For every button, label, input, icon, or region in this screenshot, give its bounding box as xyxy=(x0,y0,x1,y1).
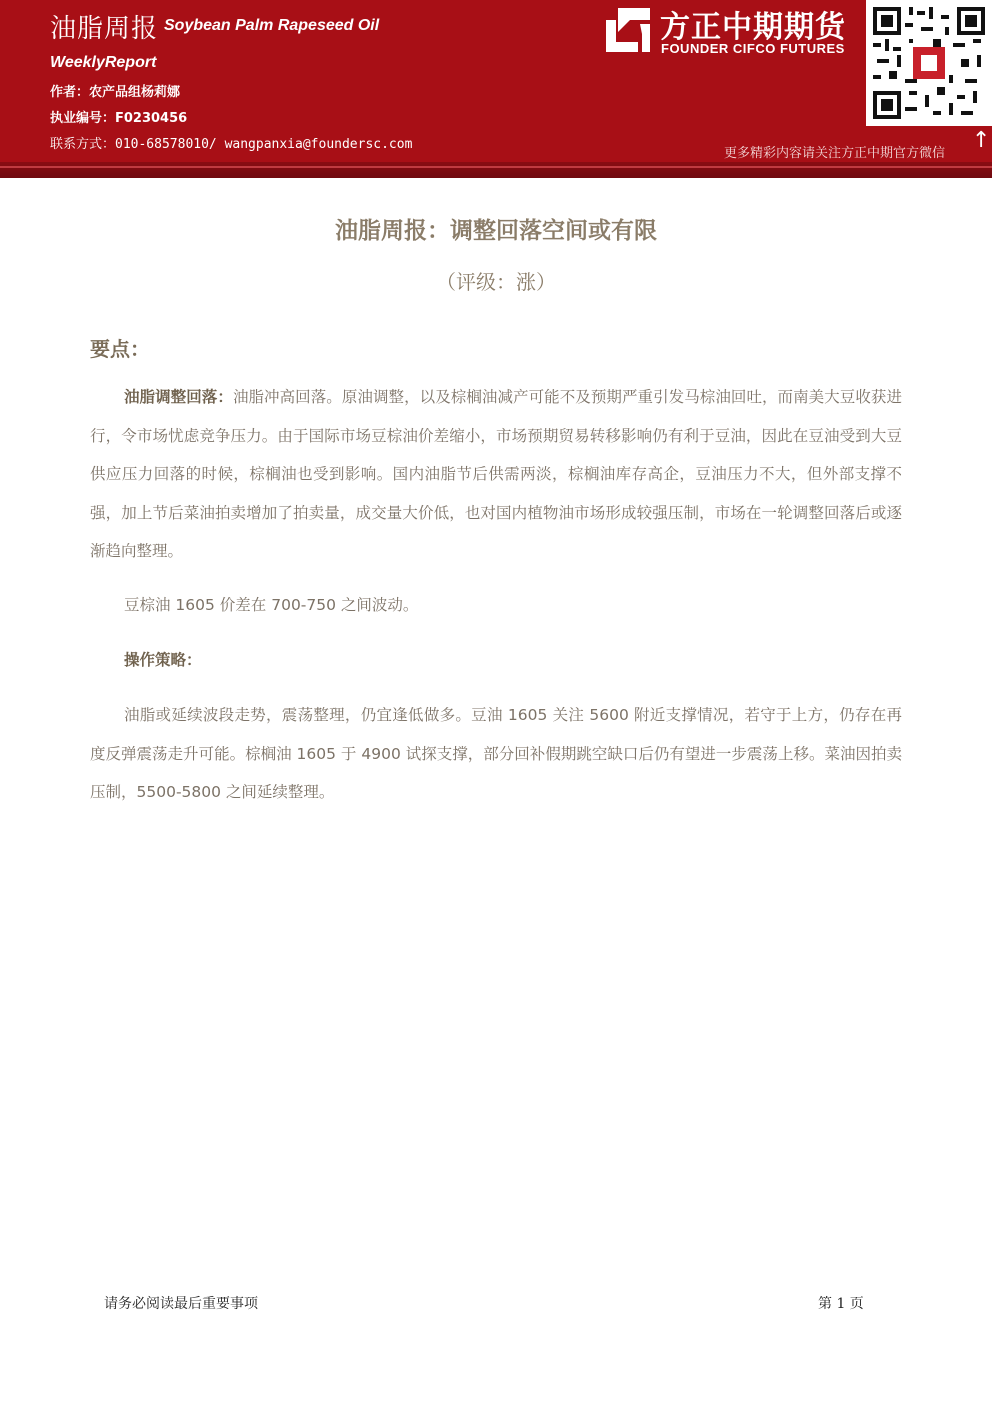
report-rating: （评级：涨） xyxy=(436,270,556,294)
header-thin-line xyxy=(0,166,992,168)
header-report-type: WeeklyReport xyxy=(50,54,157,71)
header-divider xyxy=(0,162,992,178)
company-name-cn: 方正中期期货 xyxy=(660,10,846,45)
header-license: 执业编号：F0230456 xyxy=(50,111,188,126)
company-name-en: FOUNDER CIFCO FUTURES xyxy=(661,41,845,56)
qr-code-icon xyxy=(873,7,985,119)
paragraph-lead: 油脂调整回落： xyxy=(124,388,233,406)
spread-paragraph: 豆棕油 1605 价差在 700-750 之间波动。 xyxy=(124,596,419,614)
report-title: 油脂周报：调整回落空间或有限 xyxy=(335,218,657,244)
header-author: 作者：农产品组杨莉娜 xyxy=(50,85,181,100)
paragraph-body: 油脂冲高回落。原油调整，以及棕榈油减产可能不及预期严重引发马棕油回吐，而南美大豆收获进行，令市场忧虑竞争压力。由于国际市场豆棕油价差缩小，市场预期贸易转移影响仍有利于豆油，因此在豆油受到大豆供应压力回落的时候，棕榈油也受到影响。国内油脂节后供需两淡，棕榈油库存高企，豆油压力不大，但外部支撑不强，加上节后菜油拍卖增加了拍卖量，成交量大价低，也对国内植物油市场形成较强压制，市场在一轮调整回落后或逐渐趋向整理。 xyxy=(90,388,902,560)
header-title-en: Soybean Palm Rapeseed Oil xyxy=(164,17,380,34)
wechat-qr-code xyxy=(866,0,992,126)
key-points-heading: 要点： xyxy=(90,337,150,361)
header-title-cn: 油脂周报 xyxy=(50,14,159,44)
up-arrow-icon: ↑ xyxy=(972,128,991,153)
strategy-paragraph: 油脂或延续波段走势，震荡整理，仍宜逢低做多。豆油 1605 关注 5600 附近支撑情况，若守于上方，仍存在再度反弹震荡走升可能。棕榈油 1605 于 4900 试探支撑，部分回补假期跳空缺口后仍有望进一步震荡上移。菜油因拍卖压制，5500-5800 之间延续整理。 xyxy=(90,706,902,801)
key-points-paragraph xyxy=(90,378,902,571)
strategy-heading: 操作策略： xyxy=(124,651,202,669)
company-logo-icon xyxy=(604,6,652,54)
footer-page-number: 第 1 页 xyxy=(818,1296,864,1312)
wechat-follow-text: 更多精彩内容请关注方正中期官方微信 xyxy=(724,146,946,161)
footer-disclaimer: 请务必阅读最后重要事项 xyxy=(104,1296,258,1312)
header-contact: 联系方式：010-68578010/ wangpanxia@foundersc.com xyxy=(50,137,413,152)
